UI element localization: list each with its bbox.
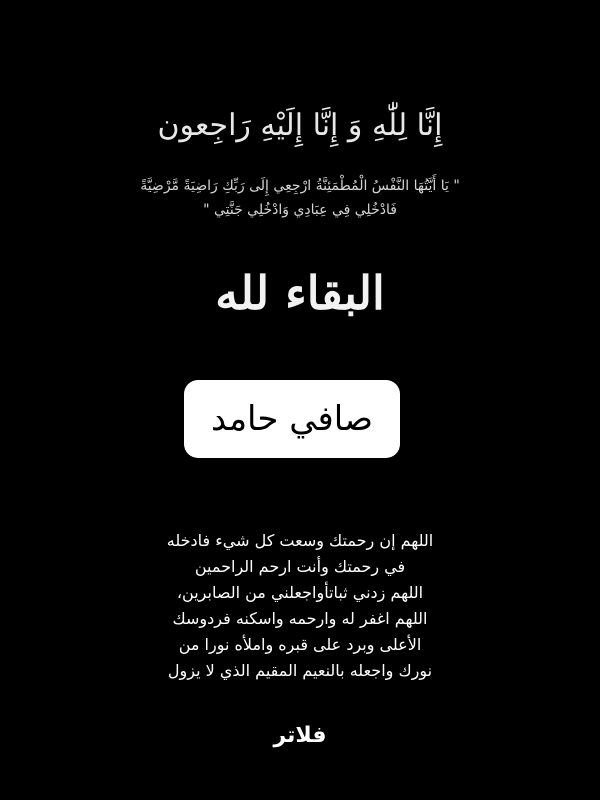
- verse-line: " يَا أَيَّتُهَا النَّفْسُ الْمُطْمَئِنَّةُ ارْجِعِي إِلَى رَبِّكِ رَاضِيَةً مَّرْضِيَّةً: [140, 178, 460, 194]
- verse-line: فَادْخُلِي فِي عِبَادِي وَادْخُلِي جَنَّتِي ": [203, 202, 397, 218]
- deceased-name-card: [184, 380, 400, 458]
- istirja-heading: إِنَّا لِلّٰهِ وَ إِنَّا إِلَيْهِ رَاجِعون: [157, 108, 443, 143]
- condolence-title: البقاء لله: [215, 266, 385, 320]
- dua-line: اللهم زدني ثباتأواجعلني من الصابرين،: [176, 583, 424, 602]
- quran-verse: [40, 174, 560, 222]
- deceased-name: صافي حامد: [210, 399, 374, 439]
- signature-text: فلاتر: [273, 723, 327, 748]
- dua-line: الأعلى وبرد على قبره واملأه نورا من: [178, 635, 422, 654]
- dua-line: نورك واجعله بالنعيم المقيم الذي لا يزول: [167, 661, 433, 680]
- dua-text: [100, 528, 500, 684]
- dua-line: اللهم إن رحمتك وسعت كل شيء فادخله: [166, 531, 434, 550]
- dua-line: في رحمتك وأنت ارحم الراحمين: [194, 557, 406, 576]
- dua-line: اللهم اغفر له وارحمه واسكنه فردوسك: [172, 609, 428, 628]
